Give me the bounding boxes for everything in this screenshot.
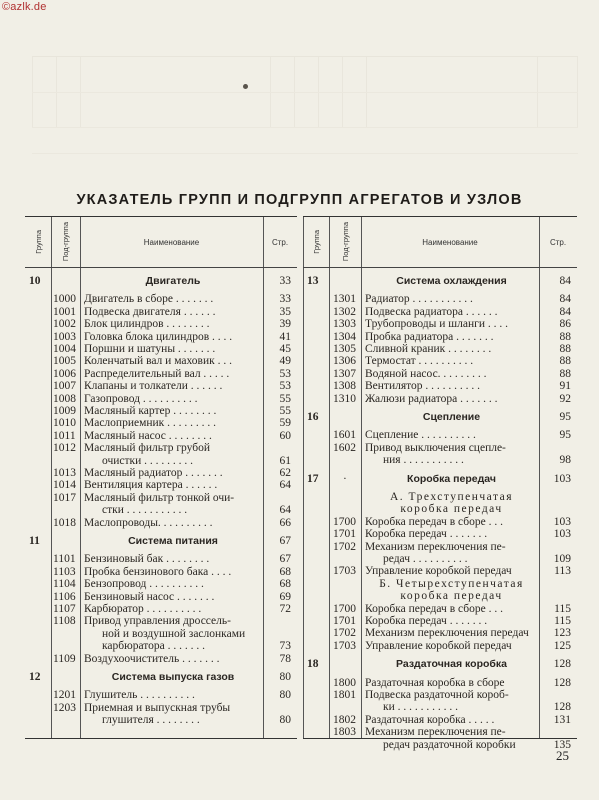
page-ref: 88 xyxy=(559,343,571,355)
page-ref: 68 xyxy=(279,565,291,578)
index-table-right xyxy=(303,216,577,751)
subgroup-number: 1700 xyxy=(333,515,356,528)
subgroup-number: 1006 xyxy=(53,367,76,380)
item-name: глушителя . . . . . . . . xyxy=(102,714,200,727)
item-name: Глушитель . . . . . . . . . . xyxy=(84,689,195,702)
item-name: Масляный фильтр грубой xyxy=(84,442,210,455)
group-number: 16 xyxy=(307,411,319,423)
page-ref: 80 xyxy=(279,689,291,702)
subgroup-number: 1304 xyxy=(333,330,356,343)
subgroup-number: 1305 xyxy=(333,343,356,355)
subgroup-number: 1701 xyxy=(333,615,356,627)
subgroup-number: 1017 xyxy=(53,491,76,504)
item-name: Подвеска раздаточной короб- xyxy=(365,689,509,701)
page-ref: 64 xyxy=(279,479,291,492)
page-ref: 68 xyxy=(279,578,291,591)
item-name: Механизм переключения пе- xyxy=(365,726,506,739)
item-name: Масляный радиатор . . . . . . . xyxy=(84,467,223,479)
item-name: ния . . . . . . . . . . . xyxy=(383,454,464,467)
subgroup-number: 1001 xyxy=(53,305,76,318)
subgroup-number: 1004 xyxy=(53,343,76,355)
page-ref: 131 xyxy=(553,713,571,726)
subgroup-number: 1010 xyxy=(53,417,76,430)
page-ref: 80 xyxy=(279,671,291,683)
item-name: Масляный картер . . . . . . . . xyxy=(84,405,217,417)
item-name: очистки . . . . . . . . . xyxy=(102,454,194,467)
item-name: Подвеска двигателя . . . . . . xyxy=(84,305,216,318)
page-ref: 60 xyxy=(279,429,291,442)
page-ref: 67 xyxy=(279,535,291,547)
header-group: Группа xyxy=(311,230,321,254)
item-name: Карбюратор . . . . . . . . . . xyxy=(84,603,202,615)
item-name: Жалюзи радиатора . . . . . . . xyxy=(365,392,498,405)
page-ref: 62 xyxy=(279,467,291,479)
page-ref: 80 xyxy=(279,714,291,727)
item-name: Механизм переключения передач xyxy=(365,627,529,640)
subgroup-number: 1802 xyxy=(333,713,356,726)
group-number: 11 xyxy=(29,535,40,547)
subgroup-number: 1106 xyxy=(53,590,76,603)
page-ref: 41 xyxy=(279,330,291,343)
section-title: Система выпуска газов xyxy=(111,671,235,683)
item-name: Коробка передач в сборе . . . xyxy=(365,515,503,528)
section-title: Двигатель xyxy=(145,275,201,287)
page-ref: 67 xyxy=(279,553,291,566)
item-name: Клапаны и толкатели . . . . . . xyxy=(84,380,223,393)
bleed-through-table xyxy=(32,56,578,192)
page-ref: 53 xyxy=(279,380,291,393)
item-name: карбюратора . . . . . . . xyxy=(102,640,205,653)
page-ref: 98 xyxy=(559,454,571,467)
item-name: Сцепление . . . . . . . . . . xyxy=(365,429,476,442)
print-speck xyxy=(243,84,248,89)
subgroup-number: 1302 xyxy=(333,305,356,318)
item-name: Раздаточная коробка в сборе xyxy=(365,676,505,689)
subsection-title: Б. Четырехступенчатая xyxy=(379,577,524,590)
section-title: Система охлаждения xyxy=(396,275,507,287)
page-ref: 91 xyxy=(559,380,571,393)
header-subgroup: Под-группа xyxy=(340,222,350,262)
section-title: Сцепление xyxy=(422,411,481,423)
page-ref: 128 xyxy=(553,701,571,714)
item-name: Коробка передач в сборе . . . xyxy=(365,602,503,615)
group-number: 17 xyxy=(307,472,319,485)
index-table-left xyxy=(25,216,297,739)
header-page: Стр. xyxy=(271,237,289,247)
page-ref: 61 xyxy=(279,454,291,467)
page-ref: 95 xyxy=(559,429,571,442)
subgroup-number: 1000 xyxy=(53,293,76,306)
item-name: Привод управления дроссель- xyxy=(84,615,231,628)
page-ref: 88 xyxy=(559,355,571,368)
group-number: 13 xyxy=(307,275,319,287)
group-number: 10 xyxy=(29,275,41,287)
item-name: Газопровод . . . . . . . . . . xyxy=(84,392,198,405)
page-ref: 88 xyxy=(559,367,571,380)
item-name: Воздухоочиститель . . . . . . . xyxy=(84,652,220,665)
subgroup-number: 1801 xyxy=(333,689,356,701)
subgroup-number: 1701 xyxy=(333,528,356,541)
page-ref: 64 xyxy=(279,504,291,517)
item-name: Механизм переключения пе- xyxy=(365,540,506,553)
item-name: ки . . . . . . . . . . . xyxy=(383,701,458,714)
header-page: Стр. xyxy=(549,237,567,247)
page-ref: 39 xyxy=(279,318,291,331)
subgroup-number: 1002 xyxy=(53,318,76,331)
item-name: Радиатор . . . . . . . . . . . xyxy=(365,293,473,306)
subgroup-number: 1101 xyxy=(53,553,76,566)
item-name: Водяной насос. . . . . . . . . xyxy=(365,367,487,380)
item-name: Пробка бензинового бака . . . . xyxy=(84,565,232,578)
subgroup-number: 1700 xyxy=(333,602,356,615)
item-name: Маслопроводы. . . . . . . . . . xyxy=(84,516,213,529)
subgroup-number: 1703 xyxy=(333,639,356,652)
page-ref: 115 xyxy=(554,602,571,615)
item-name: стки . . . . . . . . . . . xyxy=(102,504,188,517)
group-number: 18 xyxy=(307,658,319,671)
subgroup-number: 1012 xyxy=(53,442,76,455)
subgroup-number: 1003 xyxy=(53,330,76,343)
section-title: Система питания xyxy=(128,535,218,547)
item-name: Приемная и выпускная трубы xyxy=(84,701,231,714)
subgroup-number: 1310 xyxy=(333,392,356,405)
item-name: Бензопровод . . . . . . . . . . xyxy=(84,578,204,591)
item-name: Управление коробкой передач xyxy=(365,565,512,578)
subgroup-number: 1203 xyxy=(53,701,76,714)
section-title: Коробка передач xyxy=(407,472,496,485)
item-name: Поршни и шатуны . . . . . . . xyxy=(84,343,216,355)
page-ref: 35 xyxy=(279,305,291,318)
page-ref: 55 xyxy=(279,405,291,417)
subgroup-number: 1803 xyxy=(333,726,356,739)
page-ref: 109 xyxy=(553,553,571,565)
page-ref: 115 xyxy=(554,615,571,627)
item-name: Масляный насос . . . . . . . . xyxy=(84,429,212,442)
item-name: Сливной краник . . . . . . . . xyxy=(365,343,492,355)
subgroup-number: 1005 xyxy=(53,355,76,368)
subsection-title: А. Трехступенчатая xyxy=(389,491,514,503)
header-subgroup: Под-группа xyxy=(61,222,70,262)
page-ref: 128 xyxy=(553,676,571,689)
item-name: Вентиляция картера . . . . . . xyxy=(84,479,218,492)
page-ref: 103 xyxy=(553,515,571,528)
item-name: редач раздаточной коробки xyxy=(383,738,516,751)
page-ref: 33 xyxy=(279,275,291,287)
page-ref: 72 xyxy=(279,603,291,615)
subgroup-number: 1301 xyxy=(333,293,356,306)
item-name: Коробка передач . . . . . . . xyxy=(365,615,488,627)
item-name: Бензиновый бак . . . . . . . . xyxy=(84,553,210,566)
page-ref: 135 xyxy=(553,738,571,751)
subgroup-number: 1702 xyxy=(333,540,356,553)
page-ref: 95 xyxy=(559,411,571,423)
subgroup-number: 1602 xyxy=(333,441,356,454)
page-ref: 103 xyxy=(553,472,571,485)
subgroup-number: 1104 xyxy=(53,578,76,591)
subgroup-number: 1107 xyxy=(53,603,76,615)
subgroup-number: 1201 xyxy=(53,689,76,702)
item-name: Распределительный вал . . . . . xyxy=(84,367,230,380)
page-ref: 55 xyxy=(279,392,291,405)
subgroup-number: 1013 xyxy=(53,467,76,479)
item-name: редач . . . . . . . . . . xyxy=(383,553,468,565)
page-ref: 125 xyxy=(553,639,571,652)
item-name: Привод выключения сцепле- xyxy=(365,441,506,454)
header-name: Наименование xyxy=(143,237,200,247)
page-ref: 69 xyxy=(279,590,291,603)
subsection-title: коробка передач xyxy=(400,590,503,603)
page-ref: 86 xyxy=(559,318,571,331)
subgroup-number: 1601 xyxy=(333,429,356,442)
subgroup-number: 1109 xyxy=(53,652,76,665)
item-name: Блок цилиндров . . . . . . . . xyxy=(84,318,210,331)
page-ref: 33 xyxy=(279,293,291,306)
page-ref: 103 xyxy=(553,528,571,541)
page-ref: 53 xyxy=(279,367,291,380)
page-ref: 66 xyxy=(279,516,291,529)
page-ref: 92 xyxy=(559,392,571,405)
item-name: ной и воздушной заслонками xyxy=(102,627,246,640)
page-ref: 84 xyxy=(559,305,571,318)
item-name: Термостат . . . . . . . . . . xyxy=(365,355,474,368)
item-name: Маслоприемник . . . . . . . . . xyxy=(84,417,217,430)
watermark-text: ©azlk.de xyxy=(2,1,47,13)
subgroup-number: 1308 xyxy=(333,380,356,393)
subsection-title: коробка передач xyxy=(400,503,503,516)
item-name: Подвеска радиатора . . . . . . xyxy=(365,305,498,318)
item-name: Трубопроводы и шланги . . . . xyxy=(365,318,509,331)
item-name: Раздаточная коробка . . . . . xyxy=(365,713,495,726)
page-number: 25 xyxy=(556,748,569,763)
subgroup-number: · xyxy=(343,472,347,485)
subgroup-number: 1009 xyxy=(53,405,76,417)
subgroup-number: 1007 xyxy=(53,380,76,393)
subgroup-number: 1108 xyxy=(53,615,76,628)
group-number: 12 xyxy=(29,671,41,683)
page-ref: 78 xyxy=(279,652,291,665)
subgroup-number: 1307 xyxy=(333,367,356,380)
page-ref: 45 xyxy=(279,343,291,355)
subgroup-number: 1303 xyxy=(333,318,356,331)
subgroup-number: 1008 xyxy=(53,392,76,405)
item-name: Коробка передач . . . . . . . xyxy=(365,528,488,541)
item-name: Коленчатый вал и маховик . . . xyxy=(84,355,232,368)
subgroup-number: 1703 xyxy=(333,565,356,578)
item-name: Бензиновый насос . . . . . . . xyxy=(84,590,215,603)
page-ref: 88 xyxy=(559,330,571,343)
item-name: Масляный фильтр тонкой очи- xyxy=(84,491,235,504)
item-name: Головка блока цилиндров . . . . xyxy=(84,330,233,343)
page-title: УКАЗАТЕЛЬ ГРУПП И ПОДГРУПП АГРЕГАТОВ И УЗЛОВ xyxy=(76,192,523,208)
subgroup-number: 1018 xyxy=(53,516,76,529)
section-title: Раздаточная коробка xyxy=(396,658,507,671)
subgroup-number: 1103 xyxy=(53,565,76,578)
subgroup-number: 1306 xyxy=(333,355,356,368)
page-ref: 84 xyxy=(559,275,571,287)
subgroup-number: 1014 xyxy=(53,479,76,492)
header-name: Наименование xyxy=(422,237,478,247)
item-name: Пробка радиатора . . . . . . . xyxy=(365,330,494,343)
page-ref: 113 xyxy=(554,565,571,578)
subgroup-number: 1011 xyxy=(53,429,76,442)
subgroup-number: 1702 xyxy=(333,627,356,640)
page-ref: 128 xyxy=(553,658,571,671)
page-ref: 73 xyxy=(279,640,291,653)
page-ref: 84 xyxy=(559,293,571,306)
page-ref: 123 xyxy=(553,627,571,640)
subgroup-number: 1800 xyxy=(333,676,356,689)
page-ref: 49 xyxy=(279,355,291,368)
page-ref: 59 xyxy=(279,417,291,430)
item-name: Вентилятор . . . . . . . . . . xyxy=(365,380,481,393)
item-name: Двигатель в сборе . . . . . . . xyxy=(84,293,214,306)
item-name: Управление коробкой передач xyxy=(365,639,512,652)
header-group: Группа xyxy=(33,230,43,254)
